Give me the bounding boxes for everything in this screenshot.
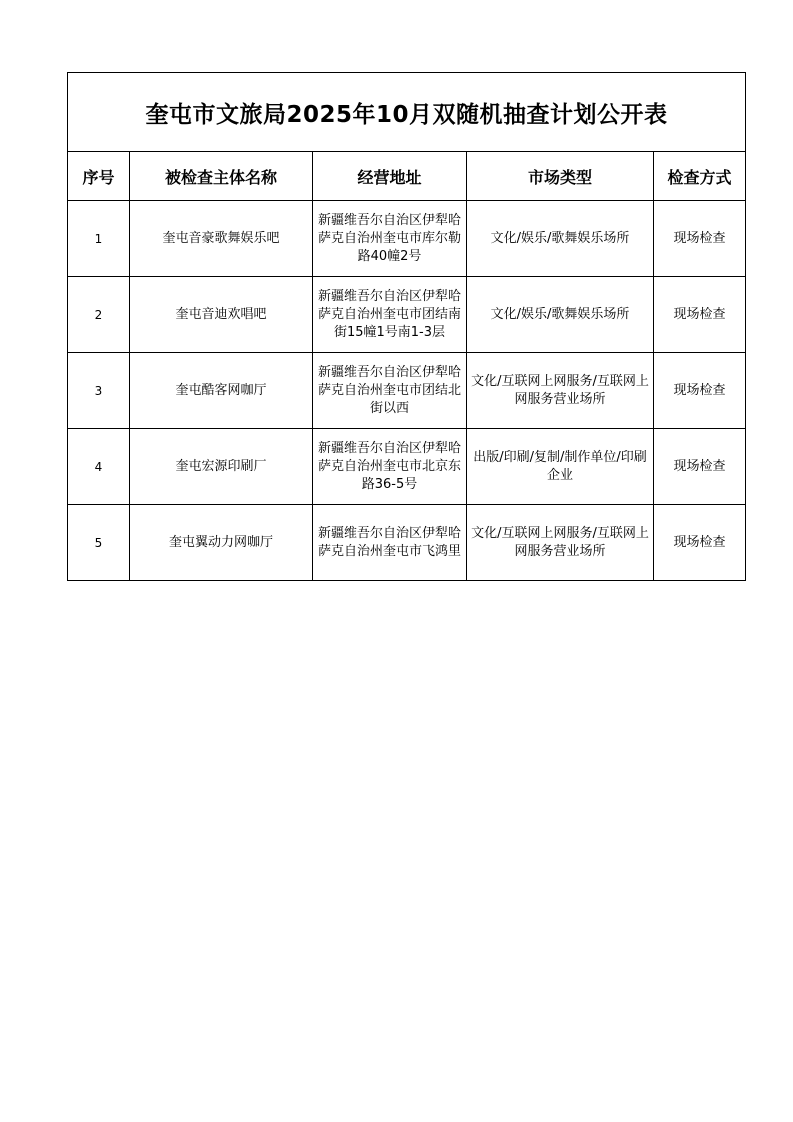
cell-method: 现场检查 [654, 277, 746, 353]
cell-method: 现场检查 [654, 201, 746, 277]
header-name: 被检查主体名称 [130, 152, 313, 201]
cell-market-type: 文化/互联网上网服务/互联网上网服务营业场所 [467, 505, 654, 581]
cell-address: 新疆维吾尔自治区伊犁哈萨克自治州奎屯市北京东路36-5号 [313, 429, 467, 505]
cell-method: 现场检查 [654, 353, 746, 429]
header-address: 经营地址 [313, 152, 467, 201]
cell-market-type: 出版/印刷/复制/制作单位/印刷企业 [467, 429, 654, 505]
header-market-type: 市场类型 [467, 152, 654, 201]
table-row [68, 505, 746, 581]
cell-address: 新疆维吾尔自治区伊犁哈萨克自治州奎屯市团结南街15幢1号南1-3层 [313, 277, 467, 353]
cell-market-type: 文化/娱乐/歌舞娱乐场所 [467, 277, 654, 353]
cell-name: 奎屯宏源印刷厂 [130, 429, 313, 505]
table-header-row [68, 152, 746, 201]
table-row [68, 201, 746, 277]
cell-market-type: 文化/娱乐/歌舞娱乐场所 [467, 201, 654, 277]
cell-name: 奎屯音迪欢唱吧 [130, 277, 313, 353]
cell-name: 奎屯酷客网咖厅 [130, 353, 313, 429]
header-seq: 序号 [68, 152, 130, 201]
cell-seq: 2 [68, 277, 130, 353]
table-row [68, 277, 746, 353]
cell-address: 新疆维吾尔自治区伊犁哈萨克自治州奎屯市库尔勒路40幢2号 [313, 201, 467, 277]
table-row [68, 429, 746, 505]
cell-method: 现场检查 [654, 429, 746, 505]
page-title: 奎屯市文旅局2025年10月双随机抽查计划公开表 [68, 73, 746, 152]
cell-name: 奎屯翼动力网咖厅 [130, 505, 313, 581]
cell-method: 现场检查 [654, 505, 746, 581]
cell-seq: 1 [68, 201, 130, 277]
header-method: 检查方式 [654, 152, 746, 201]
cell-seq: 4 [68, 429, 130, 505]
table-row [68, 353, 746, 429]
cell-seq: 5 [68, 505, 130, 581]
cell-seq: 3 [68, 353, 130, 429]
cell-market-type: 文化/互联网上网服务/互联网上网服务营业场所 [467, 353, 654, 429]
inspection-plan-table [67, 72, 746, 581]
cell-name: 奎屯音豪歌舞娱乐吧 [130, 201, 313, 277]
cell-address: 新疆维吾尔自治区伊犁哈萨克自治州奎屯市飞鸿里 [313, 505, 467, 581]
cell-address: 新疆维吾尔自治区伊犁哈萨克自治州奎屯市团结北街以西 [313, 353, 467, 429]
